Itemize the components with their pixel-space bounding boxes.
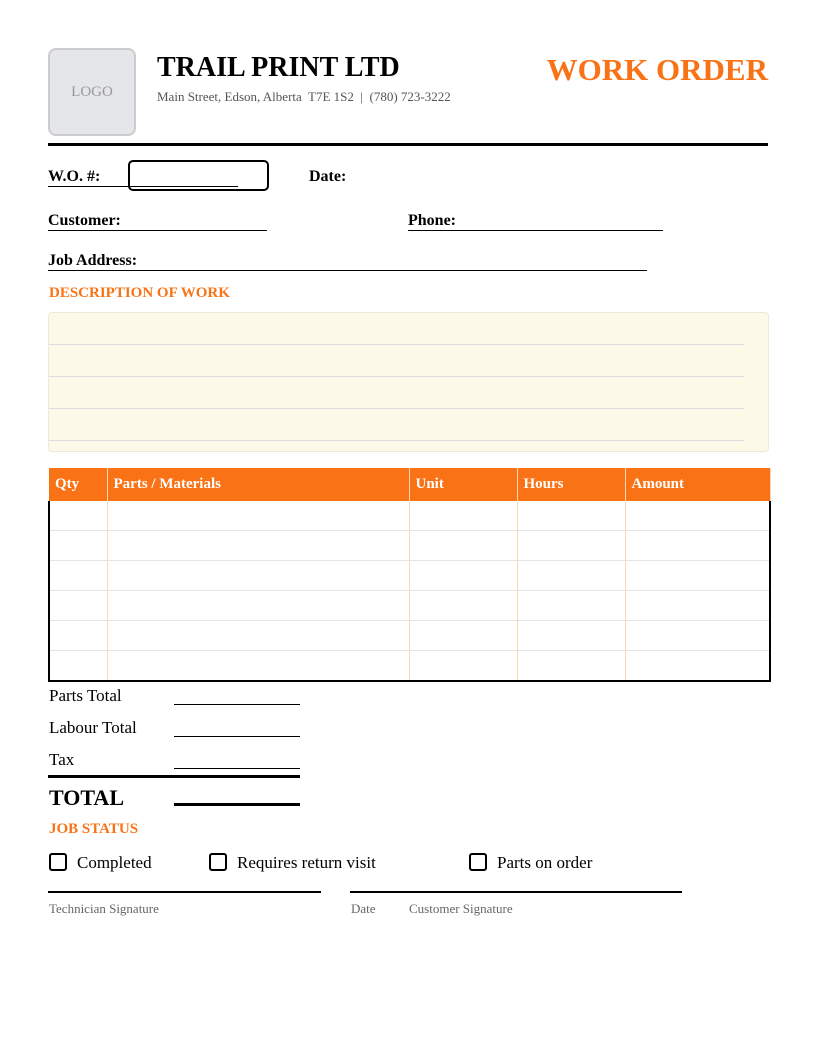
total-field[interactable] (174, 803, 300, 806)
technician-signature-line[interactable] (48, 891, 321, 893)
document-title: WORK ORDER (546, 52, 768, 87)
table-row (49, 531, 770, 561)
customer-signature-label: Customer Signature (409, 901, 513, 916)
table-row (49, 561, 770, 591)
table-cell[interactable] (409, 531, 517, 561)
table-cell[interactable] (517, 651, 625, 682)
table-cell[interactable] (517, 501, 625, 531)
table-cell[interactable] (625, 621, 770, 651)
parts-table (48, 468, 771, 682)
customer-signature-line[interactable] (350, 891, 682, 893)
table-cell[interactable] (625, 651, 770, 682)
job-address-field[interactable] (48, 252, 647, 271)
customer-field[interactable] (48, 212, 267, 231)
table-cell[interactable] (107, 591, 409, 621)
table-cell[interactable] (107, 651, 409, 682)
parts-total-field[interactable] (174, 704, 300, 705)
total-label: TOTAL (49, 785, 124, 810)
parts-on-order-checkbox[interactable] (469, 853, 487, 871)
date-label: Date: (309, 168, 347, 185)
table-cell[interactable] (107, 561, 409, 591)
table-cell[interactable] (49, 501, 107, 531)
return-visit-label: Requires return visit (237, 853, 376, 872)
table-cell[interactable] (409, 591, 517, 621)
table-cell[interactable] (517, 531, 625, 561)
job-status-heading: JOB STATUS (49, 821, 139, 837)
tax-label: Tax (49, 750, 75, 769)
table-row (49, 621, 770, 651)
table-cell[interactable] (49, 531, 107, 561)
date-signature-label: Date (351, 901, 376, 916)
return-visit-checkbox[interactable] (209, 853, 227, 871)
column-parts: Parts / Materials (107, 468, 409, 501)
table-cell[interactable] (49, 621, 107, 651)
table-cell[interactable] (409, 501, 517, 531)
company-name: TRAIL PRINT LTD (157, 52, 400, 83)
table-cell[interactable] (49, 561, 107, 591)
job-address-label: Job Address: (48, 252, 138, 269)
parts-total-label: Parts Total (49, 686, 122, 705)
labour-total-label: Labour Total (49, 718, 137, 737)
table-cell[interactable] (517, 621, 625, 651)
table-cell[interactable] (625, 591, 770, 621)
completed-checkbox[interactable] (49, 853, 67, 871)
column-qty: Qty (49, 468, 107, 501)
customer-label: Customer: (48, 212, 121, 229)
table-cell[interactable] (625, 501, 770, 531)
phone-field[interactable] (408, 212, 663, 231)
table-cell[interactable] (107, 531, 409, 561)
total-divider (48, 775, 300, 778)
table-row (49, 651, 770, 682)
wo-input[interactable] (128, 160, 269, 191)
description-heading: DESCRIPTION OF WORK (49, 285, 230, 301)
logo-placeholder: LOGO (48, 48, 136, 136)
wo-label: W.O. #: (48, 168, 101, 185)
tax-field[interactable] (174, 768, 300, 769)
table-cell[interactable] (409, 621, 517, 651)
parts-on-order-label: Parts on order (497, 853, 593, 872)
table-cell[interactable] (107, 621, 409, 651)
phone-label: Phone: (408, 212, 456, 229)
column-amount: Amount (625, 468, 770, 501)
table-row (49, 591, 770, 621)
column-hours: Hours (517, 468, 625, 501)
table-cell[interactable] (517, 561, 625, 591)
table-cell[interactable] (625, 531, 770, 561)
table-cell[interactable] (517, 591, 625, 621)
table-cell[interactable] (409, 651, 517, 682)
column-unit: Unit (409, 468, 517, 501)
table-cell[interactable] (49, 651, 107, 682)
company-address: Main Street, Edson, Alberta T7E 1S2 | (780) 723-3222 (157, 89, 451, 104)
description-textarea[interactable] (48, 312, 769, 452)
completed-label: Completed (77, 853, 152, 872)
labour-total-field[interactable] (174, 736, 300, 737)
table-cell[interactable] (107, 501, 409, 531)
technician-signature-label: Technician Signature (49, 901, 159, 916)
table-cell[interactable] (625, 561, 770, 591)
table-cell[interactable] (409, 561, 517, 591)
header-divider (48, 143, 768, 146)
table-row (49, 501, 770, 531)
table-cell[interactable] (49, 591, 107, 621)
